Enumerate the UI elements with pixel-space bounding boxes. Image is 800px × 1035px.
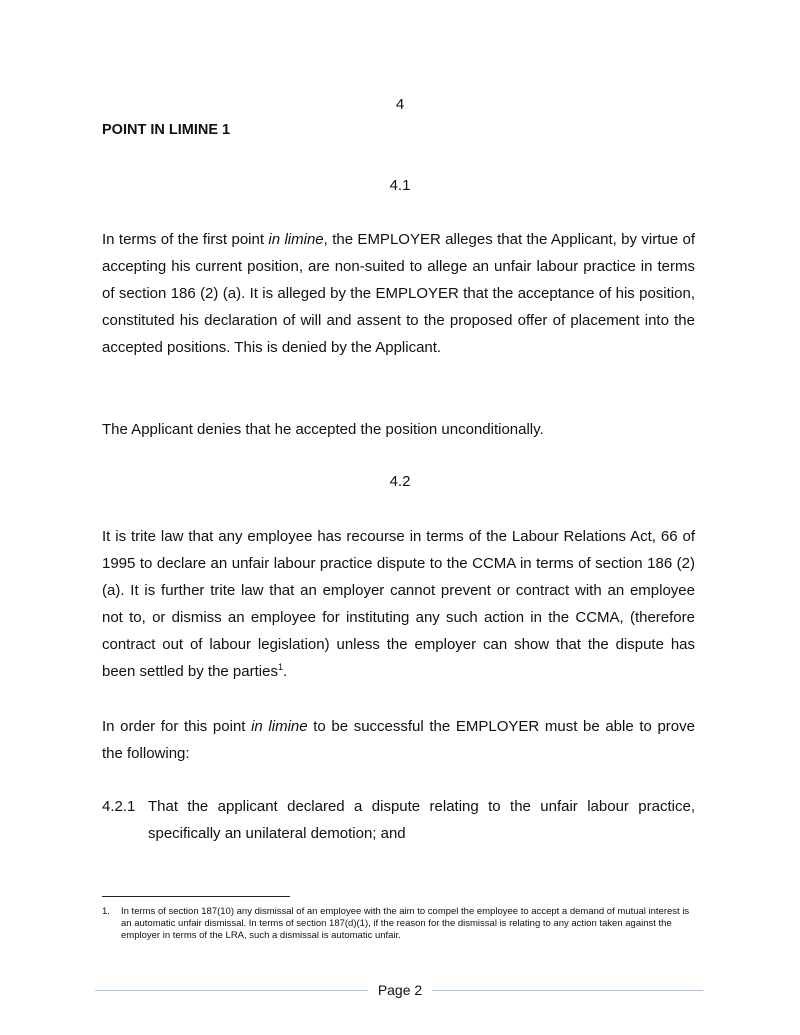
paragraph-4-2 (102, 523, 695, 685)
paragraph-text: In terms of the first point (102, 231, 269, 248)
list-item-number: 4.2.1 (102, 798, 136, 815)
footer-rule-right (432, 990, 703, 991)
footnote-text: In terms of section 187(10) any dismissal of an employee with the aim to compel the employee to accept a demand of mutual interest is an automatic unfair dismissal. In terms of section 187(d)(1), if the reason for the dismissal is relating to any action taken against the employer in terms of the LRA, such a dismissal is automatic unfair. (121, 906, 690, 941)
section-number-4-1: 4.1 (389, 177, 411, 194)
paragraph-text: In order for this point (102, 718, 252, 735)
list-item-4-2-1 (102, 793, 695, 847)
section-heading: POINT IN LIMINE 1 (102, 122, 231, 138)
page-number-top: 4 (395, 96, 405, 113)
footnote-number: 1. (102, 906, 110, 917)
paragraph-requirements (102, 713, 695, 767)
list-item-text: That the applicant declared a dispute relating to the unfair labour practice, specifically an unilateral demotion; and (148, 798, 695, 842)
paragraph-4-1 (102, 226, 695, 361)
footer-page-label: Page 2 (377, 982, 423, 998)
paragraph-text: . (282, 663, 288, 680)
italic-term: in limine (268, 231, 324, 248)
footnote-reference[interactable]: 1 (277, 662, 283, 672)
footnote-divider (102, 896, 290, 897)
paragraph-denial: The Applicant denies that he accepted the position unconditionally. (102, 421, 544, 438)
paragraph-text: It is trite law that any employee has recourse in terms of the Labour Relations Act, 66 of 1995 to declare an unfair labour practice dispute to the CCMA in terms of section 186 (2) (a). It is further trite law that an employer cannot prevent or contract with an employee not to, or dismiss an employee for instituting any such action in the CCMA, (therefore contract out of labour legislation) unless the employer can show that the dispute has been settled by the parties (102, 528, 695, 680)
paragraph-text: , the EMPLOYER alleges that the Applicant, by virtue of accepting his current position, are non-suited to allege an unfair labour practice in terms of section 186 (2) (a). It is alleged by the EMPLOYER that the acceptance of his position, constituted his declaration of will and assent to the proposed offer of placement into the accepted positions. This is denied by the Applicant. (102, 231, 695, 356)
italic-term: in limine (251, 718, 308, 735)
section-number-4-2: 4.2 (389, 473, 411, 490)
footnote (102, 906, 695, 942)
paragraph-text: to be successful the EMPLOYER must be able to prove the following: (102, 718, 695, 762)
